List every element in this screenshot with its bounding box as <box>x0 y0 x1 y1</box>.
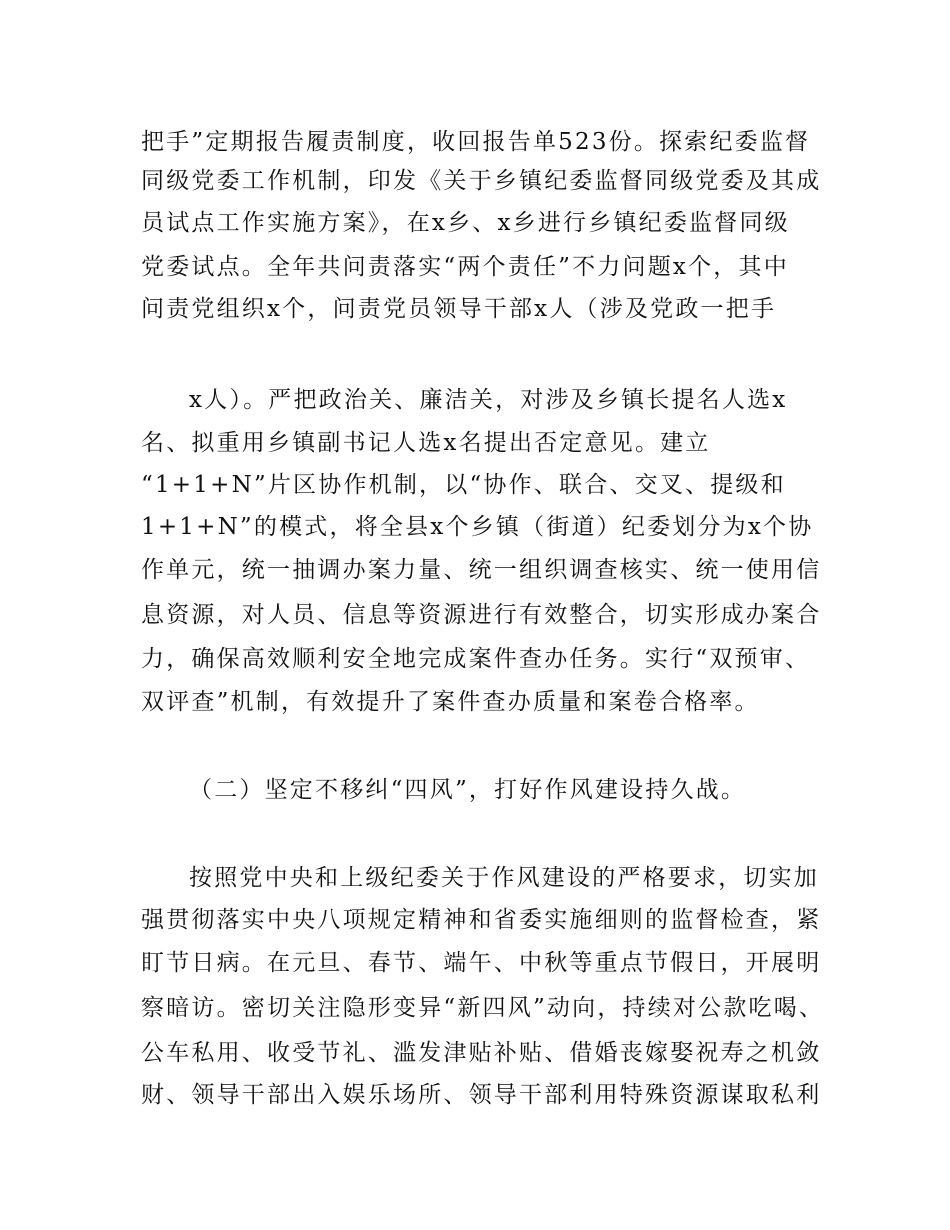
text-line: x人）。严把政治关、廉洁关，对涉及乡镇长提名人选x <box>189 387 788 413</box>
text-line: 同级党委工作机制，印发《关于乡镇纪委监督同级党委及其成 <box>141 168 822 194</box>
text-line: 强贯彻落实中央八项规定精神和省委实施细则的监督检查，紧 <box>141 907 822 933</box>
text-line: 息资源，对人员、信息等资源进行有效整合，切实形成办案合 <box>141 602 822 628</box>
text-line: 把手”定期报告履责制度，收回报告单523份。探索纪委监督 <box>141 129 811 155</box>
text-line: 员试点工作实施方案》，在x乡、x乡进行乡镇纪委监督同级 <box>141 210 790 236</box>
text-line: 问责党组织x个，问责党员领导干部x人（涉及党政一把手 <box>141 296 777 322</box>
text-line: 双评查”机制，有效提升了案件查办质量和案卷合格率。 <box>141 689 760 715</box>
text-line: 党委试点。全年共问责落实“两个责任”不力问题x个，其中 <box>141 254 789 280</box>
section-heading: （二）坚定不移纠“四风”，打好作风建设持久战。 <box>189 777 747 803</box>
text-line: 按照党中央和上级纪委关于作风建设的严格要求，切实加 <box>189 865 819 891</box>
text-line: 财、领导干部出入娱乐场所、领导干部利用特殊资源谋取私利 <box>141 1082 822 1108</box>
text-line: 1+1+N”的模式，将全县x个乡镇（街道）纪委划分为x个协 <box>141 514 814 540</box>
text-line: 盯节日病。在元旦、春节、端午、中秋等重点节假日，开展明 <box>141 950 822 976</box>
text-line: 作单元，统一抽调办案力量、统一组织调查核实、统一使用信 <box>141 557 822 583</box>
text-line: 力，确保高效顺利安全地完成案件查办任务。实行“双预审、 <box>141 646 811 672</box>
text-line: 名、拟重用乡镇副书记人选x名提出否定意见。建立 <box>141 430 711 456</box>
text-line: 察暗访。密切关注隐形变异“新四风”动向，持续对公款吃喝、 <box>141 995 825 1021</box>
text-line: 公车私用、收受节礼、滥发津贴补贴、借婚丧嫁娶祝寿之机敛 <box>141 1040 822 1066</box>
text-line: “1+1+N”片区协作机制，以“协作、联合、交叉、提级和 <box>141 472 786 498</box>
